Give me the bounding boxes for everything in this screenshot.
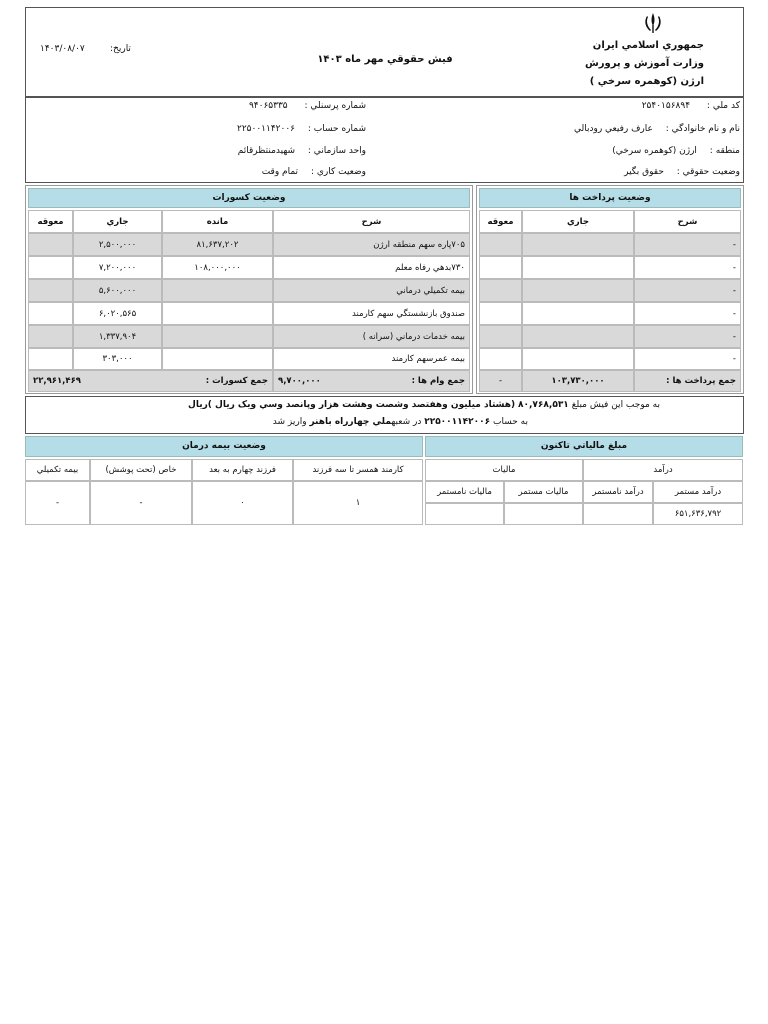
summary-prefix: به موجب اين فيش مبلغ: [571, 400, 660, 410]
payments-title: وضعيت پرداخت ها: [479, 188, 741, 208]
personnel-row: [166, 101, 366, 111]
tax-tax-header: ماليات: [425, 459, 583, 481]
payment-row-current: [522, 302, 634, 325]
date-label: تاريخ:: [110, 44, 131, 54]
deductions-col-current: جاري: [73, 210, 162, 233]
payment-row-current: [522, 279, 634, 302]
tax-noncont-value: [425, 503, 504, 525]
deductions-total-cell: [28, 370, 273, 392]
deduction-row-arrears: [28, 302, 73, 325]
deduction-row-remain: ۸۱,۶۳۷,۲۰۲: [162, 233, 273, 256]
payment-row-current: [522, 325, 634, 348]
deduction-row-arrears: [28, 279, 73, 302]
payment-row-arrears: [479, 325, 522, 348]
summary-line-2: [273, 417, 528, 427]
summary-branch: ملي چهارراه باهنر: [309, 417, 392, 427]
name-value: عارف رفيعي رودبالي: [573, 124, 653, 134]
area-value: ارژن (کوهمره سرخي): [612, 146, 697, 156]
insurance-col-fourth: فرزند چهارم به بعد: [192, 459, 293, 481]
tax-income-noncont-value: [583, 503, 653, 525]
deduction-row-current: ۵,۶۰۰,۰۰۰: [73, 279, 162, 302]
loan-total-cell: [273, 370, 470, 392]
insurance-col-special: خاص (تحت پوشش): [90, 459, 192, 481]
deduction-row-desc: بيمه تکميلي درماني: [273, 279, 470, 302]
work-status-row: [166, 167, 366, 177]
region-name: ارژن (کوهمره سرخي ): [589, 76, 704, 87]
deductions-total-label: جمع کسورات :: [205, 376, 268, 386]
payment-row-arrears: [479, 233, 522, 256]
deduction-row-remain: ۱۰۸,۰۰۰,۰۰۰: [162, 256, 273, 279]
deduction-row-remain: [162, 302, 273, 325]
national-code-row: [420, 101, 740, 111]
loan-total-label: جمع وام ها :: [411, 376, 465, 386]
deduction-row-remain: [162, 325, 273, 348]
payment-row-arrears: [479, 256, 522, 279]
ministry-name: وزارت آموزش و پرورش: [584, 58, 704, 69]
deductions-title: وضعيت کسورات: [28, 188, 470, 208]
deductions-col-arrears: معوقه: [28, 210, 73, 233]
deduction-row-current: ۷,۲۰۰,۰۰۰: [73, 256, 162, 279]
personnel-label: شماره پرسنلي :: [304, 101, 366, 111]
payment-row-arrears: [479, 348, 522, 370]
deductions-total-value: ۲۲,۹۶۱,۴۶۹: [33, 376, 81, 386]
unit-value: شهيدمنتظرقائم: [237, 146, 296, 156]
payment-row-desc: -: [634, 325, 741, 348]
insurance-col-supp: بيمه تکميلي: [25, 459, 90, 481]
tax-noncont-header: ماليات نامستمر: [425, 481, 504, 503]
payments-col-arrears: معوقه: [479, 210, 522, 233]
deduction-row-desc: ۷۰۵پاره سهم منطقه ارژن: [273, 233, 470, 256]
area-label: منطقه :: [709, 146, 740, 156]
payment-row-desc: -: [634, 302, 741, 325]
summary-amount: ۸۰,۷۶۸,۵۳۱: [518, 400, 569, 410]
deduction-row-desc: بيمه خدمات درماني (سرانه ): [273, 325, 470, 348]
summary-line2-prefix: به حساب: [493, 417, 528, 427]
account-row: [166, 124, 366, 134]
payments-total-arrears: -: [479, 370, 522, 392]
summary-account: ۲۲۵۰۰۱۱۴۲۰۰۶: [424, 417, 491, 427]
tax-income-cont-header: درآمد مستمر: [653, 481, 743, 503]
payments-total-value: ۱۰۳,۷۳۰,۰۰۰: [522, 370, 634, 392]
insurance-val-fourth: ۰: [192, 481, 293, 525]
payment-row-desc: -: [634, 348, 741, 370]
deduction-row-current: ۲,۵۰۰,۰۰۰: [73, 233, 162, 256]
deduction-row-arrears: [28, 256, 73, 279]
payment-row-desc: -: [634, 256, 741, 279]
name-label: نام و نام خانوادگي :: [665, 124, 740, 134]
payment-row-desc: -: [634, 279, 741, 302]
national-code-value: ۲۵۴۰۱۵۶۸۹۴: [641, 101, 691, 111]
account-label: شماره حساب :: [307, 124, 366, 134]
account-value: ۲۲۵۰۰۱۱۴۲۰۰۶: [237, 124, 296, 134]
payment-row-current: [522, 256, 634, 279]
date-value: ۱۴۰۳/۰۸/۰۷: [40, 44, 85, 54]
summary-amount-words: (هشتاد ميليون وهفتصد وشصت وهشت هزار وپانصد وسي ويک ريال )ريال: [188, 400, 516, 410]
deduction-row-remain: [162, 279, 273, 302]
tax-income-cont-value: ۶۵۱,۶۳۶,۷۹۲: [653, 503, 743, 525]
tax-title: مبلغ مالياتي تاکنون: [425, 436, 743, 457]
deduction-row-arrears: [28, 348, 73, 370]
page-title: فيش حقوقي مهر ماه ۱۴۰۳: [317, 54, 453, 65]
deductions-col-desc: شرح: [273, 210, 470, 233]
payment-row-arrears: [479, 302, 522, 325]
deductions-col-remain: مانده: [162, 210, 273, 233]
tax-cont-header: ماليات مستمر: [504, 481, 583, 503]
deduction-row-current: ۱,۳۳۷,۹۰۴: [73, 325, 162, 348]
deduction-row-remain: [162, 348, 273, 370]
summary-line-1: [188, 400, 660, 410]
deduction-row-current: ۳۰۳,۰۰۰: [73, 348, 162, 370]
insurance-col-spouse: کارمند همسر تا سه فرزند: [293, 459, 423, 481]
insurance-val-supp: -: [25, 481, 90, 525]
payment-row-desc: -: [634, 233, 741, 256]
payments-col-current: جاري: [522, 210, 634, 233]
payment-row-current: [522, 348, 634, 370]
salary-status-value: حقوق بگير: [624, 167, 664, 177]
insurance-val-spouse: ۱: [293, 481, 423, 525]
deduction-row-current: ۶,۰۲۰,۵۶۵: [73, 302, 162, 325]
deduction-row-desc: بيمه عمرسهم کارمند: [273, 348, 470, 370]
personnel-value: ۹۴۰۶۵۳۳۵: [248, 101, 288, 111]
deduction-row-arrears: [28, 233, 73, 256]
unit-label: واحد سازماني :: [307, 146, 366, 156]
summary-line2-mid: در شعبه: [391, 417, 422, 427]
salary-status-row: [420, 167, 740, 177]
deduction-row-arrears: [28, 325, 73, 348]
iran-emblem-icon: [640, 10, 666, 36]
payment-row-current: [522, 233, 634, 256]
payments-col-desc: شرح: [634, 210, 741, 233]
work-status-value: تمام وقت: [261, 167, 299, 177]
salary-status-label: وضعيت حقوقي :: [676, 167, 740, 177]
deduction-row-desc: ۷۳۰بدهي رفاه معلم: [273, 256, 470, 279]
tax-cont-value: [504, 503, 583, 525]
tax-income-header: درآمد: [583, 459, 743, 481]
country-name: جمهوري اسلامي ايران: [592, 40, 704, 51]
insurance-title: وضعيت بيمه درمان: [25, 436, 423, 457]
loan-total-value: ۹,۷۰۰,۰۰۰: [278, 376, 321, 386]
work-status-label: وضعيت کاري :: [310, 167, 366, 177]
insurance-val-special: -: [90, 481, 192, 525]
national-code-label: کد ملي :: [706, 101, 740, 111]
payment-row-arrears: [479, 279, 522, 302]
tax-income-noncont-header: درآمد نامستمر: [583, 481, 653, 503]
deduction-row-desc: صندوق بازنشستگي سهم کارمند: [273, 302, 470, 325]
payments-total-label: جمع پرداخت ها :: [634, 370, 741, 392]
unit-row: [166, 146, 366, 156]
summary-line2-suffix: واريز شد: [272, 417, 307, 427]
area-row: [420, 146, 740, 156]
name-row: [420, 124, 740, 134]
